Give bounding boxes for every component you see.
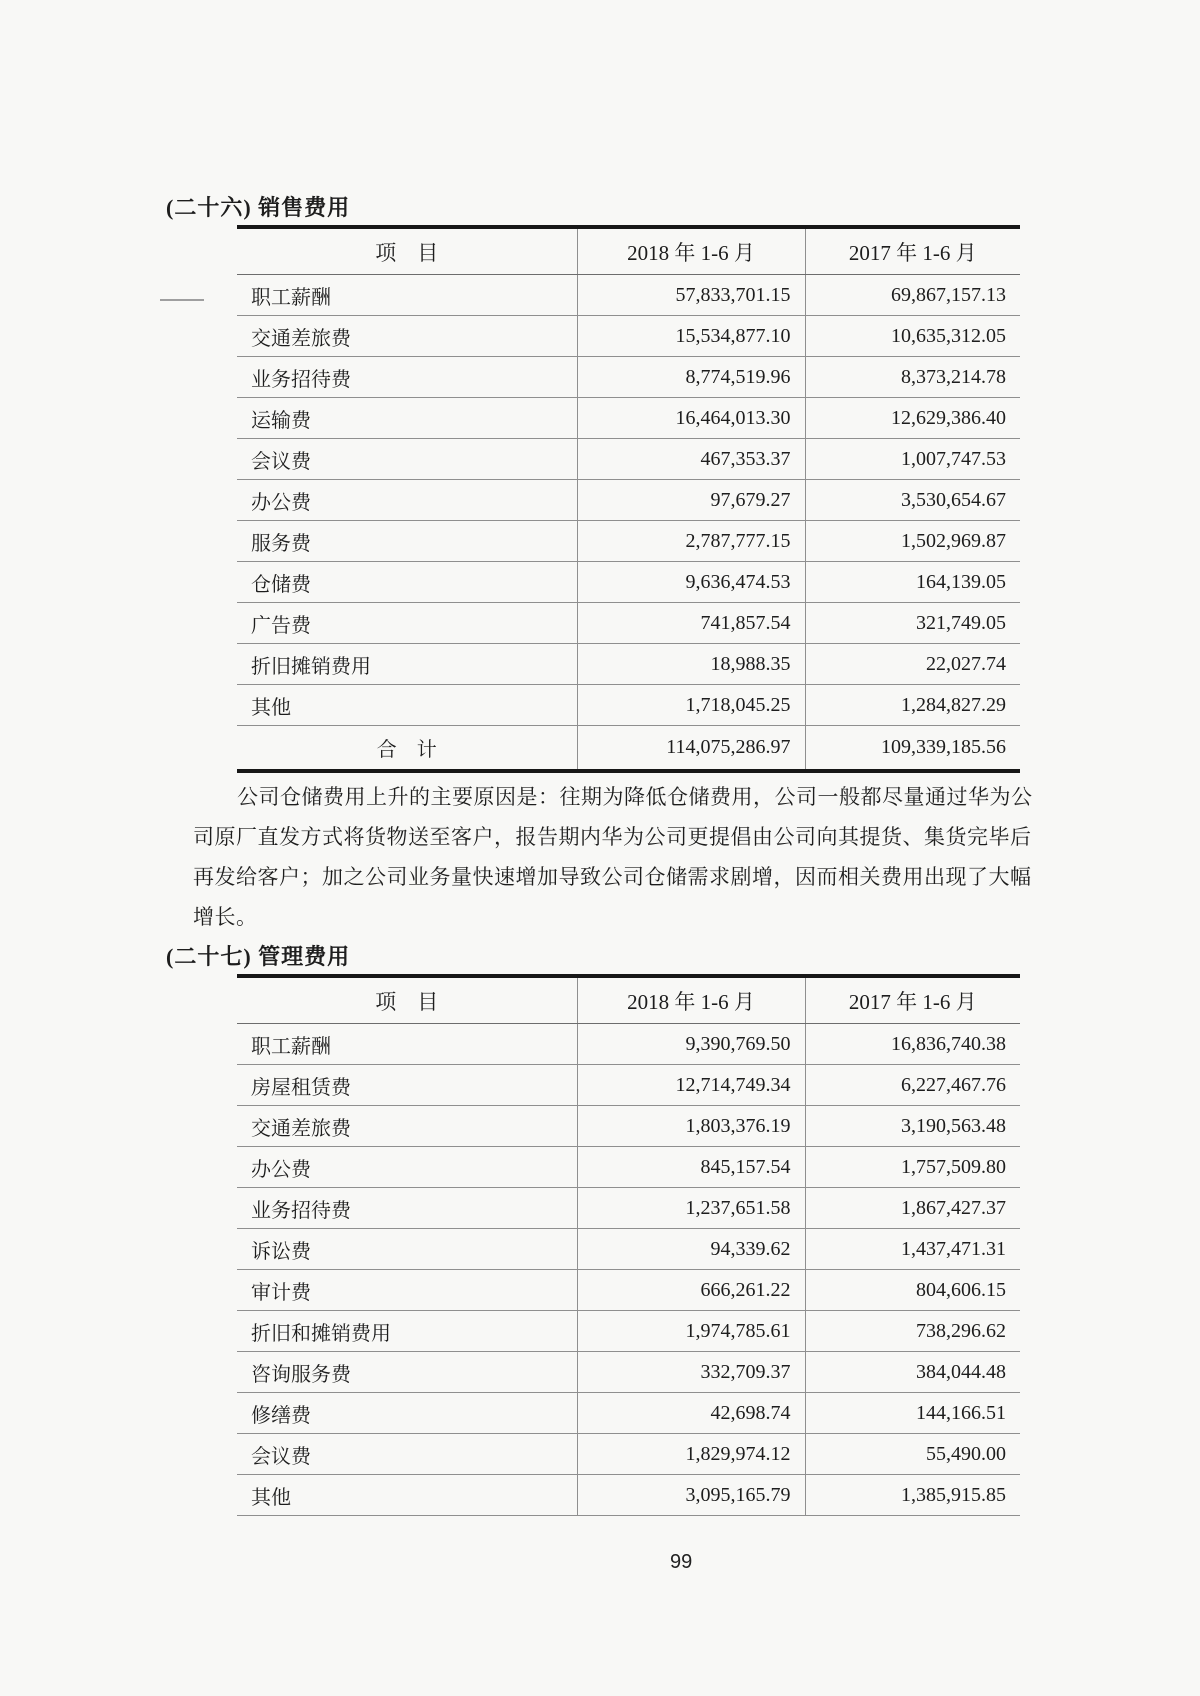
value-2018-cell: 42,698.74 xyxy=(577,1393,805,1434)
item-label-cell: 职工薪酬 xyxy=(237,275,577,316)
item-label-cell: 诉讼费 xyxy=(237,1229,577,1270)
table-row xyxy=(237,480,1020,521)
item-label-cell: 其他 xyxy=(237,1475,577,1516)
table-row xyxy=(237,1188,1020,1229)
value-2018-cell: 741,857.54 xyxy=(577,603,805,644)
value-2018-cell: 666,261.22 xyxy=(577,1270,805,1311)
value-2017-cell: 55,490.00 xyxy=(805,1434,1020,1475)
value-2017-cell: 69,867,157.13 xyxy=(805,275,1020,316)
header-row xyxy=(237,227,1020,275)
item-label-cell: 职工薪酬 xyxy=(237,1024,577,1065)
period-2018-column-header: 2018 年 1-6 月 xyxy=(577,976,805,1024)
value-2018-cell: 1,803,376.19 xyxy=(577,1106,805,1147)
table-row xyxy=(237,1229,1020,1270)
item-label-cell: 业务招待费 xyxy=(237,1188,577,1229)
item-label-cell: 服务费 xyxy=(237,521,577,562)
value-2018-cell: 845,157.54 xyxy=(577,1147,805,1188)
table-row xyxy=(237,1475,1020,1516)
sales-expenses-table xyxy=(237,225,1020,773)
value-2017-cell: 1,385,915.85 xyxy=(805,1475,1020,1516)
table-header xyxy=(237,976,1020,1024)
table-row xyxy=(237,275,1020,316)
table-body xyxy=(237,1024,1020,1516)
item-label-cell: 审计费 xyxy=(237,1270,577,1311)
value-2017-cell: 1,867,427.37 xyxy=(805,1188,1020,1229)
item-label-cell: 修缮费 xyxy=(237,1393,577,1434)
item-column-header: 项 目 xyxy=(237,976,577,1024)
period-2017-column-header: 2017 年 1-6 月 xyxy=(805,227,1020,275)
value-2018-cell: 18,988.35 xyxy=(577,644,805,685)
value-2017-cell: 22,027.74 xyxy=(805,644,1020,685)
table-row xyxy=(237,1393,1020,1434)
table-header xyxy=(237,227,1020,275)
value-2017-cell: 3,190,563.48 xyxy=(805,1106,1020,1147)
section-sales-expenses xyxy=(0,196,1200,937)
total-label-cell: 合 计 xyxy=(237,726,577,772)
table-row xyxy=(237,1270,1020,1311)
item-column-header: 项 目 xyxy=(237,227,577,275)
value-2017-cell: 3,530,654.67 xyxy=(805,480,1020,521)
value-2017-cell: 321,749.05 xyxy=(805,603,1020,644)
note-line: 司原厂直发方式将货物送至客户，报告期内华为公司更提倡由公司向其提货、集货完毕后 xyxy=(193,825,1032,849)
table-row xyxy=(237,1434,1020,1475)
table-row xyxy=(237,562,1020,603)
total-2018-cell: 114,075,286.97 xyxy=(577,726,805,772)
total-2017-cell: 109,339,185.56 xyxy=(805,726,1020,772)
value-2018-cell: 8,774,519.96 xyxy=(577,357,805,398)
margin-scan-mark xyxy=(160,299,204,301)
value-2018-cell: 94,339.62 xyxy=(577,1229,805,1270)
item-label-cell: 其他 xyxy=(237,685,577,726)
value-2018-cell: 3,095,165.79 xyxy=(577,1475,805,1516)
section-27-heading: (二十七) 管理费用 xyxy=(166,944,351,969)
value-2018-cell: 16,464,013.30 xyxy=(577,398,805,439)
total-row xyxy=(237,726,1020,772)
table-row xyxy=(237,398,1020,439)
value-2018-cell: 1,829,974.12 xyxy=(577,1434,805,1475)
warehouse-cost-note xyxy=(193,777,1038,937)
table-footer xyxy=(237,726,1020,772)
table-row xyxy=(237,1106,1020,1147)
header-row xyxy=(237,976,1020,1024)
item-label-cell: 广告费 xyxy=(237,603,577,644)
value-2017-cell: 804,606.15 xyxy=(805,1270,1020,1311)
item-label-cell: 仓储费 xyxy=(237,562,577,603)
table-row xyxy=(237,439,1020,480)
table-row xyxy=(237,1065,1020,1106)
value-2017-cell: 144,166.51 xyxy=(805,1393,1020,1434)
period-2018-column-header: 2018 年 1-6 月 xyxy=(577,227,805,275)
value-2017-cell: 164,139.05 xyxy=(805,562,1020,603)
section-26-heading: (二十六) 销售费用 xyxy=(166,195,351,220)
note-line: 再发给客户；加之公司业务量快速增加导致公司仓储需求剧增，因而相关费用出现了大幅 xyxy=(193,865,1032,889)
value-2018-cell: 12,714,749.34 xyxy=(577,1065,805,1106)
table-body xyxy=(237,275,1020,726)
value-2017-cell: 8,373,214.78 xyxy=(805,357,1020,398)
note-line: 增长。 xyxy=(193,905,258,929)
value-2017-cell: 12,629,386.40 xyxy=(805,398,1020,439)
table-row xyxy=(237,685,1020,726)
item-label-cell: 会议费 xyxy=(237,439,577,480)
table-row xyxy=(237,1352,1020,1393)
table-row xyxy=(237,1147,1020,1188)
value-2018-cell: 97,679.27 xyxy=(577,480,805,521)
admin-expenses-table xyxy=(237,974,1020,1516)
value-2017-cell: 6,227,467.76 xyxy=(805,1065,1020,1106)
value-2017-cell: 1,502,969.87 xyxy=(805,521,1020,562)
item-label-cell: 咨询服务费 xyxy=(237,1352,577,1393)
section-admin-expenses xyxy=(0,945,1200,1516)
value-2018-cell: 1,718,045.25 xyxy=(577,685,805,726)
value-2017-cell: 1,007,747.53 xyxy=(805,439,1020,480)
value-2018-cell: 15,534,877.10 xyxy=(577,316,805,357)
item-label-cell: 办公费 xyxy=(237,1147,577,1188)
value-2018-cell: 9,390,769.50 xyxy=(577,1024,805,1065)
table-row xyxy=(237,316,1020,357)
value-2018-cell: 57,833,701.15 xyxy=(577,275,805,316)
item-label-cell: 交通差旅费 xyxy=(237,1106,577,1147)
value-2018-cell: 2,787,777.15 xyxy=(577,521,805,562)
item-label-cell: 交通差旅费 xyxy=(237,316,577,357)
table-row xyxy=(237,1311,1020,1352)
value-2017-cell: 738,296.62 xyxy=(805,1311,1020,1352)
value-2017-cell: 384,044.48 xyxy=(805,1352,1020,1393)
item-label-cell: 运输费 xyxy=(237,398,577,439)
table-row xyxy=(237,521,1020,562)
value-2018-cell: 1,974,785.61 xyxy=(577,1311,805,1352)
item-label-cell: 业务招待费 xyxy=(237,357,577,398)
table-row xyxy=(237,357,1020,398)
item-label-cell: 折旧和摊销费用 xyxy=(237,1311,577,1352)
page-number: 99 xyxy=(670,1551,693,1573)
value-2017-cell: 1,437,471.31 xyxy=(805,1229,1020,1270)
table-row xyxy=(237,603,1020,644)
item-label-cell: 办公费 xyxy=(237,480,577,521)
table-row xyxy=(237,1024,1020,1065)
table-row xyxy=(237,644,1020,685)
period-2017-column-header: 2017 年 1-6 月 xyxy=(805,976,1020,1024)
value-2017-cell: 16,836,740.38 xyxy=(805,1024,1020,1065)
value-2017-cell: 1,284,827.29 xyxy=(805,685,1020,726)
value-2017-cell: 1,757,509.80 xyxy=(805,1147,1020,1188)
value-2018-cell: 332,709.37 xyxy=(577,1352,805,1393)
item-label-cell: 折旧摊销费用 xyxy=(237,644,577,685)
value-2018-cell: 467,353.37 xyxy=(577,439,805,480)
value-2018-cell: 1,237,651.58 xyxy=(577,1188,805,1229)
note-line: 公司仓储费用上升的主要原因是：往期为降低仓储费用，公司一般都尽量通过华为公 xyxy=(237,785,1033,809)
value-2017-cell: 10,635,312.05 xyxy=(805,316,1020,357)
item-label-cell: 房屋租赁费 xyxy=(237,1065,577,1106)
item-label-cell: 会议费 xyxy=(237,1434,577,1475)
value-2018-cell: 9,636,474.53 xyxy=(577,562,805,603)
